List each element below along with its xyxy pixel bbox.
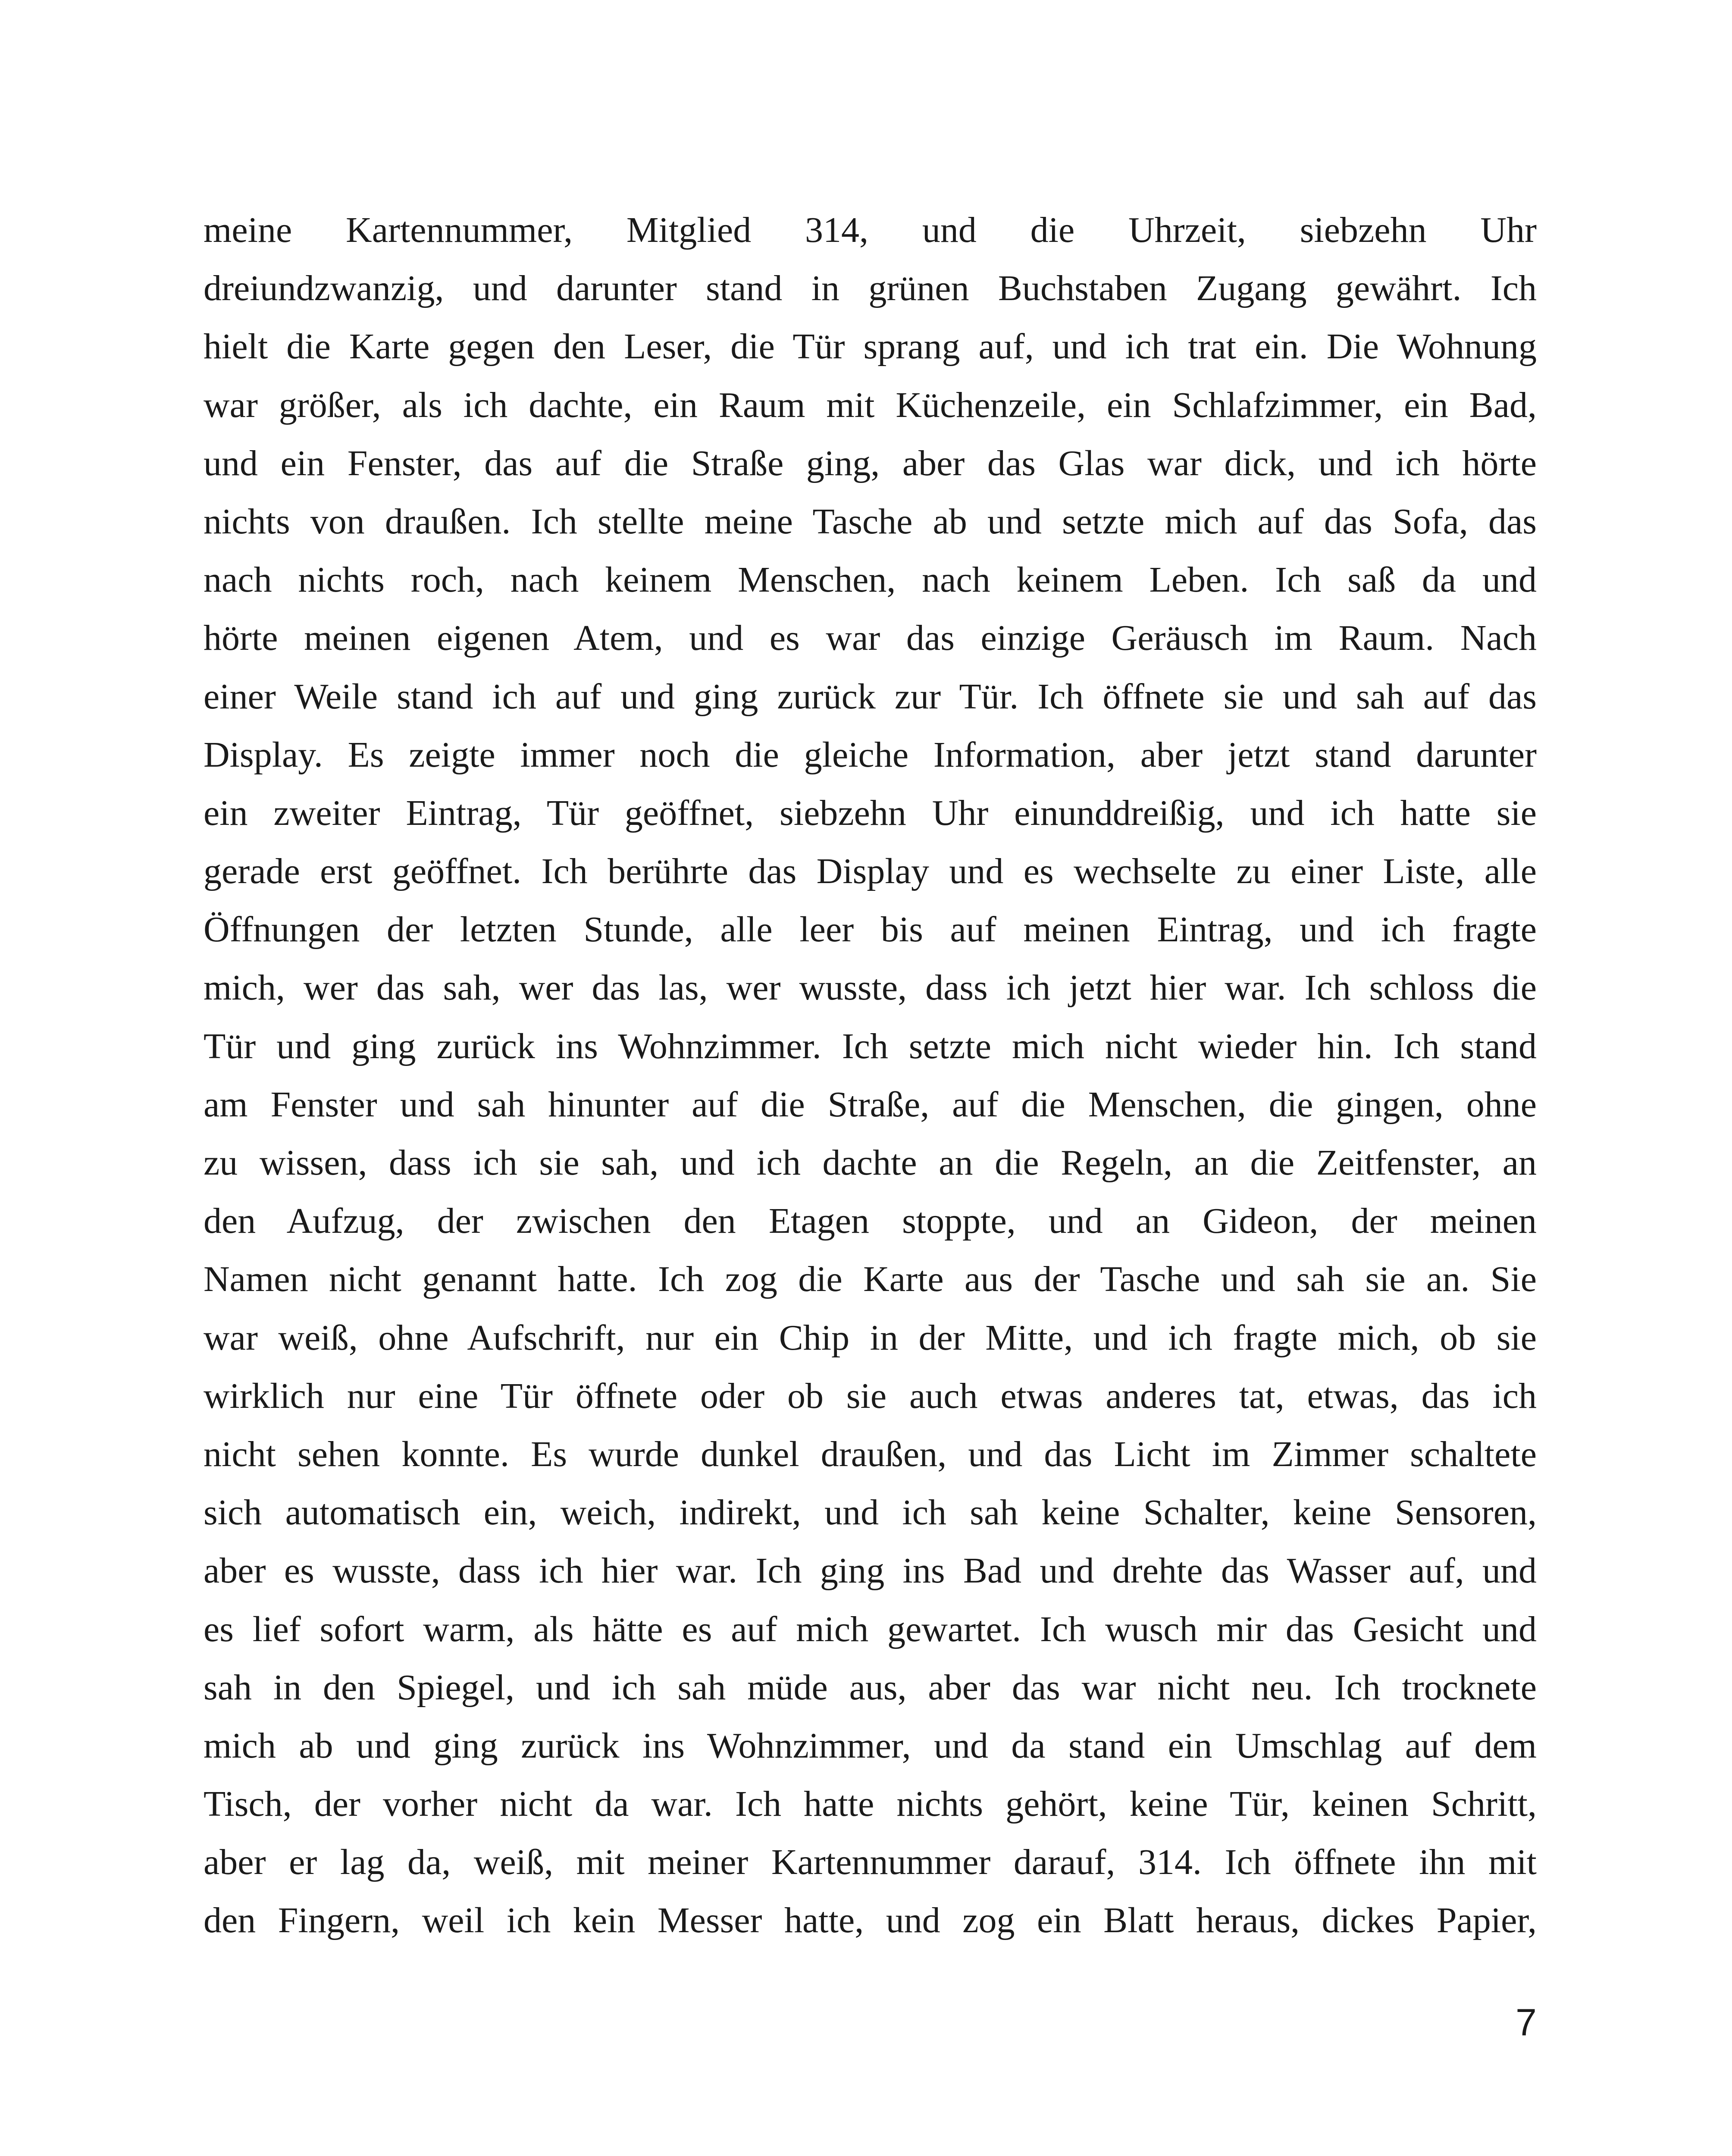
- text-line: aber er lag da, weiß, mit meiner Kartennummer darauf, 314. Ich öffnete ihn mit: [204, 1842, 1537, 1883]
- text-line: dreiundzwanzig, und darunter stand in grünen Buchstaben Zugang gewährt. Ich: [204, 268, 1537, 309]
- text-line: sah in den Spiegel, und ich sah müde aus, aber das war nicht neu. Ich trocknete: [204, 1667, 1537, 1708]
- text-line: hörte meinen eigenen Atem, und es war das einzige Geräusch im Raum. Nach: [204, 618, 1537, 658]
- text-line: Namen nicht genannt hatte. Ich zog die Karte aus der Tasche und sah sie an. Sie: [204, 1259, 1537, 1300]
- text-line: gerade erst geöffnet. Ich berührte das Display und es wechselte zu einer Liste, alle: [204, 851, 1537, 892]
- text-line: aber es wusste, dass ich hier war. Ich ging ins Bad und drehte das Wasser auf, und: [204, 1551, 1537, 1591]
- text-line: zu wissen, dass ich sie sah, und ich dachte an die Regeln, an die Zeitfenster, an: [204, 1143, 1537, 1183]
- text-line: nicht sehen konnte. Es wurde dunkel draußen, und das Licht im Zimmer schaltete: [204, 1434, 1537, 1474]
- text-line: Tür und ging zurück ins Wohnzimmer. Ich setzte mich nicht wieder hin. Ich stand: [204, 1026, 1537, 1066]
- text-line: Display. Es zeigte immer noch die gleiche Information, aber jetzt stand darunter: [204, 734, 1537, 775]
- text-line: nichts von draußen. Ich stellte meine Tasche ab und setzte mich auf das Sofa, das: [204, 501, 1537, 542]
- text-line: am Fenster und sah hinunter auf die Straße, auf die Menschen, die gingen, ohne: [204, 1084, 1537, 1125]
- text-line: Tisch, der vorher nicht da war. Ich hatte nichts gehört, keine Tür, keinen Schritt,: [204, 1784, 1537, 1824]
- text-line: ein zweiter Eintrag, Tür geöffnet, siebzehn Uhr einunddreißig, und ich hatte sie: [204, 793, 1537, 833]
- text-line: den Aufzug, der zwischen den Etagen stoppte, und an Gideon, der meinen: [204, 1201, 1537, 1241]
- text-line: mich, wer das sah, wer das las, wer wusste, dass ich jetzt hier war. Ich schloss die: [204, 968, 1537, 1008]
- text-line: mich ab und ging zurück ins Wohnzimmer, und da stand ein Umschlag auf dem: [204, 1725, 1537, 1766]
- text-line: und ein Fenster, das auf die Straße ging, aber das Glas war dick, und ich hörte: [204, 443, 1537, 483]
- body-text: [204, 201, 1537, 1950]
- text-line: hielt die Karte gegen den Leser, die Tür sprang auf, und ich trat ein. Die Wohnung: [204, 326, 1537, 367]
- text-line: es lief sofort warm, als hätte es auf mich gewartet. Ich wusch mir das Gesicht und: [204, 1609, 1537, 1649]
- text-line: Öffnungen der letzten Stunde, alle leer bis auf meinen Eintrag, und ich fragte: [204, 909, 1537, 950]
- text-line: war größer, als ich dachte, ein Raum mit Küchenzeile, ein Schlafzimmer, ein Bad,: [204, 385, 1537, 425]
- text-line: den Fingern, weil ich kein Messer hatte, und zog ein Blatt heraus, dickes Papier,: [204, 1900, 1537, 1941]
- text-line: nach nichts roch, nach keinem Menschen, nach keinem Leben. Ich saß da und: [204, 560, 1537, 600]
- text-line: meine Kartennummer, Mitglied 314, und die Uhrzeit, siebzehn Uhr: [204, 210, 1537, 250]
- text-line: einer Weile stand ich auf und ging zurück zur Tür. Ich öffnete sie und sah auf das: [204, 676, 1537, 717]
- text-line: sich automatisch ein, weich, indirekt, und ich sah keine Schalter, keine Sensoren,: [204, 1492, 1537, 1533]
- text-line: wirklich nur eine Tür öffnete oder ob sie auch etwas anderes tat, etwas, das ich: [204, 1376, 1537, 1416]
- page-number: 7: [1516, 2001, 1537, 2043]
- text-line: war weiß, ohne Aufschrift, nur ein Chip in der Mitte, und ich fragte mich, ob sie: [204, 1317, 1537, 1358]
